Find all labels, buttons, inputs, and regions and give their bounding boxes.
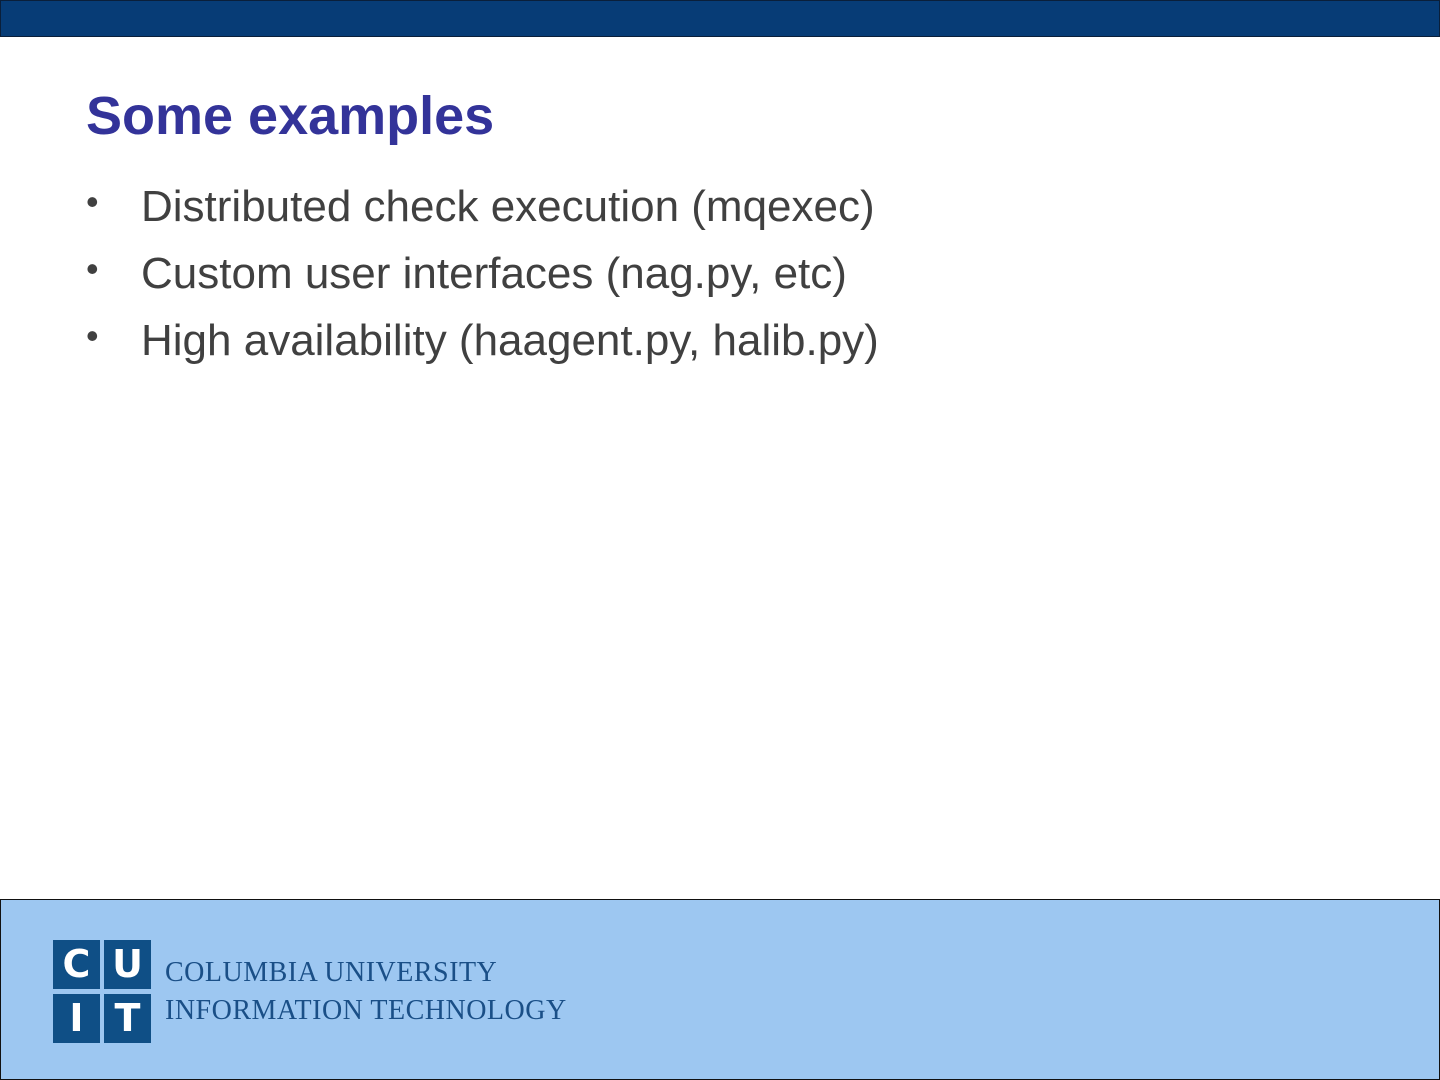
bullet-icon: • [86, 181, 99, 222]
bullet-item [86, 178, 879, 245]
logo-line-university: COLUMBIA UNIVERSITY [165, 956, 498, 988]
logo-line-it: INFORMATION TECHNOLOGY [165, 994, 567, 1026]
footer-band [0, 899, 1440, 1080]
bullet-text: Custom user interfaces (nag.py, etc) [141, 249, 847, 298]
bullet-icon: • [86, 315, 99, 356]
logo-wordmark [165, 954, 567, 1030]
logo-letter-c: C [53, 940, 100, 989]
bullet-icon: • [86, 248, 99, 289]
bullet-item [86, 312, 879, 379]
bullet-list [86, 178, 879, 379]
logo-letter-u: U [104, 940, 151, 989]
bullet-item [86, 245, 879, 312]
cuit-logo [53, 940, 567, 1043]
bullet-text: High availability (haagent.py, halib.py) [141, 316, 879, 365]
top-banner-bar [0, 0, 1440, 37]
slide-title: Some examples [86, 86, 495, 146]
logo-letter-grid [53, 940, 151, 1043]
logo-letter-t: T [104, 994, 151, 1043]
logo-letter-i: I [53, 994, 100, 1043]
bullet-text: Distributed check execution (mqexec) [141, 182, 875, 231]
